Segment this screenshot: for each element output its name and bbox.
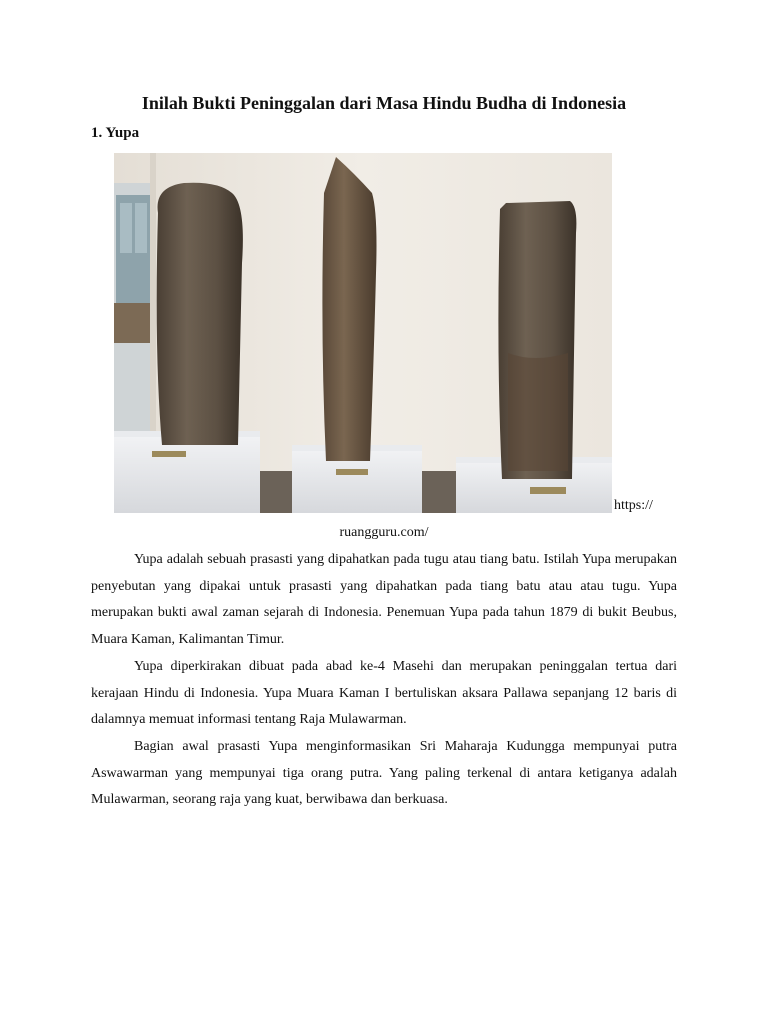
paragraph-1: Yupa adalah sebuah prasasti yang dipahatkan pada tugu atau tiang batu. Istilah Yupa merupakan penyebutan yang dipakai untuk prasasti yang dipahatkan pada tiang batu atau atau tugu. Yupa merupakan bukti awal zaman sejarah di Indonesia. Penemuan Yupa pada tahun 1879 di bukit Beubus, Muara Kaman, Kalimantan Timur. [91,552,677,648]
paragraph-2: Yupa diperkirakan dibuat pada abad ke-4 Masehi dan merupakan peninggalan tertua dari kerajaan Hindu di Indonesia. Yupa Muara Kaman I bertuliskan aksara Pallawa sepanjang 12 baris di dalamnya memuat informasi tentang Raja Mulawarman. [91,658,677,728]
image-source-link-part1[interactable]: https:// [614,498,653,513]
paragraph-3: Bagian awal prasasti Yupa menginformasikan Sri Maharaja Kudungga mempunyai putra Aswawarman yang mempunyai tiga orang putra. Yang paling terkenal di antara ketiganya adalah Mulawarman, seorang raja yang kuat, berwibawa dan berkuasa. [91,738,677,808]
page-title: Inilah Bukti Peninggalan dari Masa Hindu Budha di Indonesia [141,93,627,113]
image-source-link-part2[interactable]: ruangguru.com/ [339,525,429,540]
yupa-stones-photo [114,153,612,513]
section-heading: 1. Yupa [91,125,140,141]
body-text [91,547,677,814]
